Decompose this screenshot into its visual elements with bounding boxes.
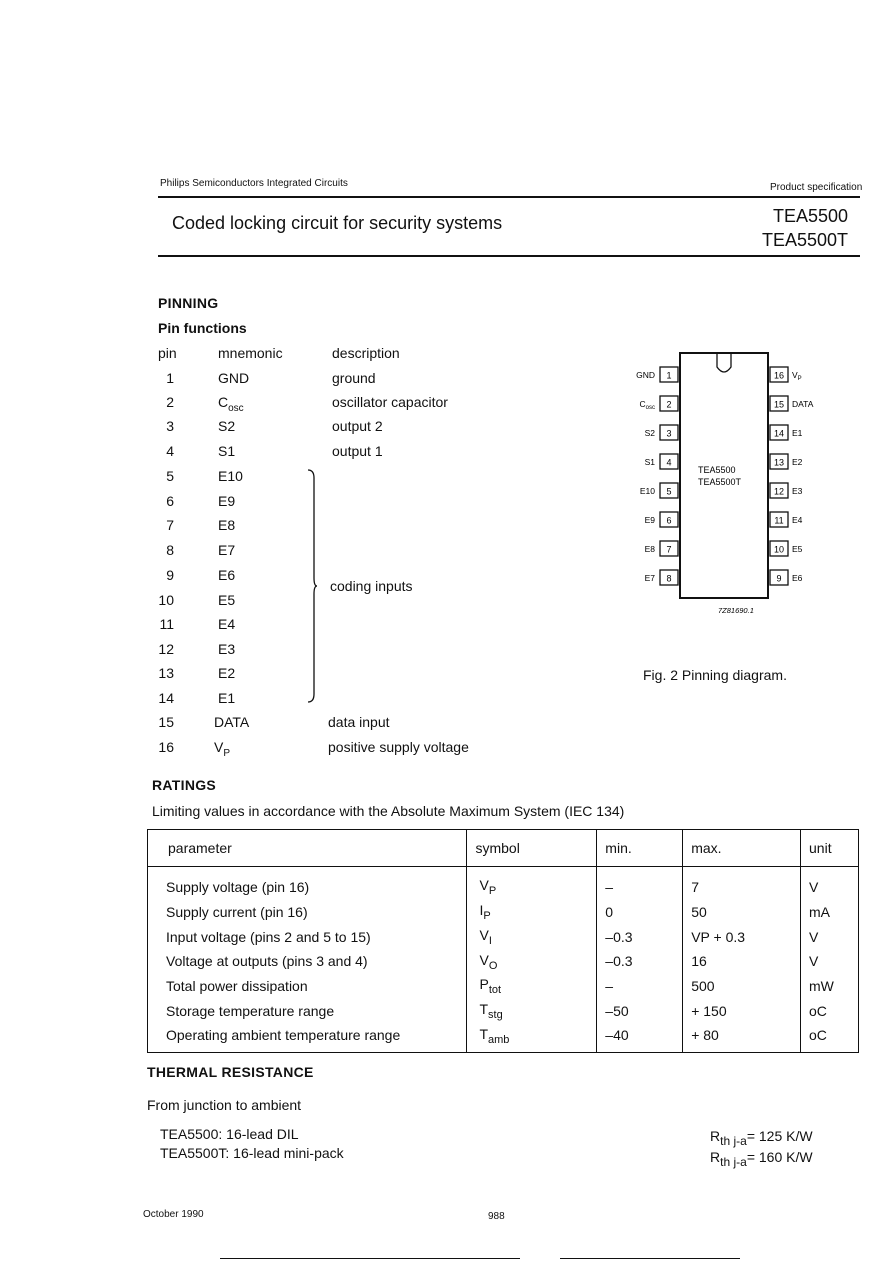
pin-mnemonic-text: E9 [218,493,236,509]
ratings-row [148,974,859,999]
pin-box-label [645,515,656,525]
thermal-intro: From junction to ambient [147,1097,302,1113]
rating-symbol [467,998,597,1023]
pin-box-label-text: E1 [792,428,803,438]
pinning-heading: PINNING [158,295,219,311]
pinning-diagram [620,345,840,630]
rating-symbol-main: T [479,1000,489,1017]
pin-mnemonic [218,641,235,657]
pin-box-number: 16 [773,370,785,381]
rating-symbol-main: V [479,926,489,943]
pin-description: ground [332,370,376,386]
pin-functions-subheading: Pin functions [158,320,247,336]
rating-symbol-main: I [479,902,484,919]
rating-symbol-subscript: P [483,909,491,922]
rating-unit: V [801,949,859,974]
rating-symbol-subscript: tot [488,983,502,996]
pin-mnemonic-text: V [214,739,224,755]
pin-box-number: 4 [666,457,672,468]
rating-unit: V [801,867,859,900]
pin-box-label [645,428,656,438]
pin-number: 4 [166,443,174,459]
pin-description: output 2 [332,418,383,434]
pin-box-number: 15 [773,399,785,410]
rating-parameter: Storage temperature range [148,998,467,1023]
pin-box-label-sub: P [797,376,802,382]
pin-col-header: pin [158,345,177,361]
pin-box-label-text: V [792,370,798,380]
rating-unit: oC [801,998,859,1023]
rating-min: –40 [597,1023,683,1052]
rating-symbol [467,1023,597,1052]
pin-box-number: 8 [666,573,672,584]
pin-number: 14 [158,690,174,706]
rating-max: + 80 [683,1023,801,1052]
pin-mnemonic-subscript: P [223,747,231,759]
pin-mnemonic [218,493,235,509]
ratings-intro: Limiting values in accordance with the Absolute Maximum System (IEC 134) [152,803,625,819]
rating-parameter: Voltage at outputs (pins 3 and 4) [148,949,467,974]
pin-mnemonic-text: E1 [218,690,236,706]
rating-symbol-subscript: amb [488,1033,510,1046]
rating-symbol [467,974,597,999]
footer-date: October 1990 [143,1209,204,1220]
rating-parameter: Total power dissipation [148,974,467,999]
rating-symbol-subscript: P [488,885,497,898]
thermal-value [710,1149,813,1169]
pin-box-label [792,370,802,382]
document-title: Coded locking circuit for security systems [172,213,503,233]
pin-mnemonic [214,714,249,730]
thermal-symbol-subscript: th j-a [720,1133,747,1148]
pin-mnemonic [214,739,230,759]
rating-unit: oC [801,1023,859,1052]
pin-mnemonic-text: E2 [218,665,236,681]
pin-box-label-text: E8 [644,544,655,554]
pin-mnemonic [218,542,235,558]
pin-box-label-text: C [639,399,646,409]
ratings-row [148,1023,859,1052]
spec-type: Product specification [770,182,863,193]
pin-mnemonic [218,592,235,608]
rating-symbol-subscript: stg [488,1008,503,1021]
rating-min: –50 [597,998,683,1023]
company-line: Philips Semiconductors Integrated Circuits [160,178,348,189]
ratings-row [148,924,859,949]
pin-number: 15 [158,714,174,730]
pin-box-label-text: E4 [792,515,803,525]
rating-min: –0.3 [597,924,683,949]
pin-box-label [792,486,803,496]
pin-mnemonic-text: E6 [218,567,236,583]
pin-box-label-text: E2 [792,457,803,467]
ratings-row [148,867,859,900]
page-number: 988 [488,1211,505,1222]
pin-mnemonic-text: E3 [218,641,236,657]
rating-symbol-subscript: O [488,959,498,972]
rating-symbol-subscript: I [488,934,492,947]
thermal-device: TEA5500T: 16-lead mini-pack [160,1145,344,1161]
pin-number: 8 [166,542,174,558]
pin-box-label [640,486,655,496]
pin-number: 1 [166,370,174,386]
thermal-amount: = 125 K/W [746,1128,813,1144]
chip-label-2: TEA5500T [698,477,742,487]
pin-number: 6 [166,493,174,509]
rating-parameter: Operating ambient temperature range [148,1023,467,1052]
rating-symbol [467,867,597,900]
ratings-row [148,998,859,1023]
thermal-value [710,1128,813,1148]
pin-box-number: 3 [666,428,672,439]
thermal-symbol: R [710,1128,721,1144]
pin-box-number: 1 [666,370,672,381]
pin-mnemonic [218,418,235,434]
ratings-row [148,900,859,925]
header-bottom-rule [158,255,860,257]
thermal-heading: THERMAL RESISTANCE [147,1064,314,1080]
rating-max: 50 [683,900,801,925]
thermal-symbol-subscript: th j-a [720,1154,747,1169]
pin-box-label [792,457,803,467]
col-max: max. [683,830,801,867]
rating-unit: mW [801,974,859,999]
ratings-heading: RATINGS [152,777,217,793]
pin-mnemonic [218,567,235,583]
thermal-symbol: R [710,1149,721,1165]
pin-box-number: 10 [773,544,785,555]
rating-parameter: Input voltage (pins 2 and 5 to 15) [148,924,467,949]
part-number-2: TEA5500T [762,230,849,250]
part-number-1: TEA5500 [773,206,849,226]
col-unit: unit [801,830,859,867]
ratings-row [148,949,859,974]
pin-box-label [645,544,656,554]
pin-box-label-text: S1 [644,457,655,467]
coding-inputs-label: coding inputs [330,578,413,594]
pin-mnemonic [218,443,235,459]
pin-description: positive supply voltage [328,739,469,755]
pin-box-number: 6 [666,515,672,526]
pin-mnemonic-text: E5 [218,592,236,608]
pin-box-label-text: E5 [792,544,803,554]
col-min: min. [597,830,683,867]
pin-box-number: 5 [666,486,672,497]
pin-box-number: 2 [666,399,672,410]
pin-mnemonic-text: C [218,394,229,410]
pin-number: 3 [166,418,174,434]
rating-max: VP + 0.3 [683,924,801,949]
rating-max: 16 [683,949,801,974]
pin-box-label-text: DATA [792,399,814,409]
pin-mnemonic-subscript: osc [228,402,244,414]
pin-box-label [645,573,656,583]
pin-mnemonic-text: GND [218,370,250,386]
chip-label-1: TEA5500 [698,465,736,475]
rating-symbol [467,900,597,925]
coding-inputs-brace [304,468,318,704]
pin-description: oscillator capacitor [332,394,448,410]
pin-box-label [792,428,803,438]
header-top-rule [158,196,860,198]
pin-number: 16 [158,739,174,755]
bottom-scan-line [220,1258,520,1259]
rating-unit: mA [801,900,859,925]
pin-number: 9 [166,567,174,583]
pin-box-label-sub: osc [645,405,655,411]
pin-number: 10 [158,592,174,608]
rating-symbol [467,924,597,949]
rating-max: + 150 [683,998,801,1023]
pin-mnemonic-text: S1 [218,443,236,459]
pin-box-label-text: E10 [639,486,655,496]
pin-mnemonic-text: E4 [218,616,236,632]
diagram-code: 7Z81690.1 [718,606,754,615]
pin-mnemonic [218,468,243,484]
bottom-scan-line-2 [560,1258,740,1259]
pin-number: 2 [166,394,174,410]
pin-box-label [636,370,655,380]
rating-min: –0.3 [597,949,683,974]
pin-box-label-text: E3 [792,486,803,496]
pin-box-label [792,573,803,583]
rating-min: – [597,867,683,900]
rating-symbol-main: V [479,877,489,894]
rating-symbol-main: V [479,951,489,968]
rating-max: 7 [683,867,801,900]
pin-mnemonic-text: E8 [218,517,236,533]
pin-number: 7 [166,517,174,533]
thermal-device: TEA5500: 16-lead DIL [160,1126,299,1142]
pin-mnemonic [218,690,235,706]
rating-symbol-main: T [479,1025,489,1042]
pin-box-number: 14 [773,428,785,439]
pin-mnemonic-text: S2 [218,418,236,434]
rating-parameter: Supply voltage (pin 16) [148,867,467,900]
pin-mnemonic-text: DATA [214,714,250,730]
mnemonic-col-header: mnemonic [218,345,283,361]
rating-min: – [597,974,683,999]
pin-number: 5 [166,468,174,484]
pin-box-label [792,544,803,554]
rating-parameter: Supply current (pin 16) [148,900,467,925]
thermal-amount: = 160 K/W [746,1149,813,1165]
pin-box-label-text: E7 [644,573,655,583]
pin-description: data input [328,714,390,730]
pin-number: 11 [159,616,174,632]
rating-symbol [467,949,597,974]
pin-box-label-text: S2 [644,428,655,438]
pin-box-number: 7 [666,544,672,555]
chip-notch [717,353,731,372]
pin-mnemonic-text: E10 [218,468,243,484]
col-parameter: parameter [148,830,467,867]
pin-mnemonic-text: E7 [218,542,236,558]
figure-caption: Fig. 2 Pinning diagram. [643,667,787,683]
rating-symbol-main: P [479,976,489,993]
pin-number: 12 [158,641,174,657]
pin-box-label-text: E6 [792,573,803,583]
pin-description: output 1 [332,443,383,459]
pin-box-number: 9 [776,573,782,584]
pin-mnemonic [218,616,235,632]
chip-body [680,353,768,598]
pin-box-number: 11 [774,515,784,526]
pin-box-label-text: E9 [644,515,655,525]
ratings-table [147,829,859,1053]
pin-box-label [792,399,814,409]
pin-box-number: 12 [773,486,785,497]
col-symbol: symbol [467,830,597,867]
pin-box-label-text: GND [636,370,655,380]
pin-box-number: 13 [773,457,785,468]
pin-mnemonic [218,517,235,533]
pin-box-label [792,515,803,525]
rating-min: 0 [597,900,683,925]
description-col-header: description [332,345,400,361]
pin-box-label [640,399,655,411]
pin-mnemonic [218,394,244,414]
pin-number: 13 [158,665,174,681]
rating-max: 500 [683,974,801,999]
pin-mnemonic [218,370,249,386]
ratings-header-row [148,830,859,867]
pin-mnemonic [218,665,235,681]
pin-box-label [645,457,656,467]
rating-unit: V [801,924,859,949]
